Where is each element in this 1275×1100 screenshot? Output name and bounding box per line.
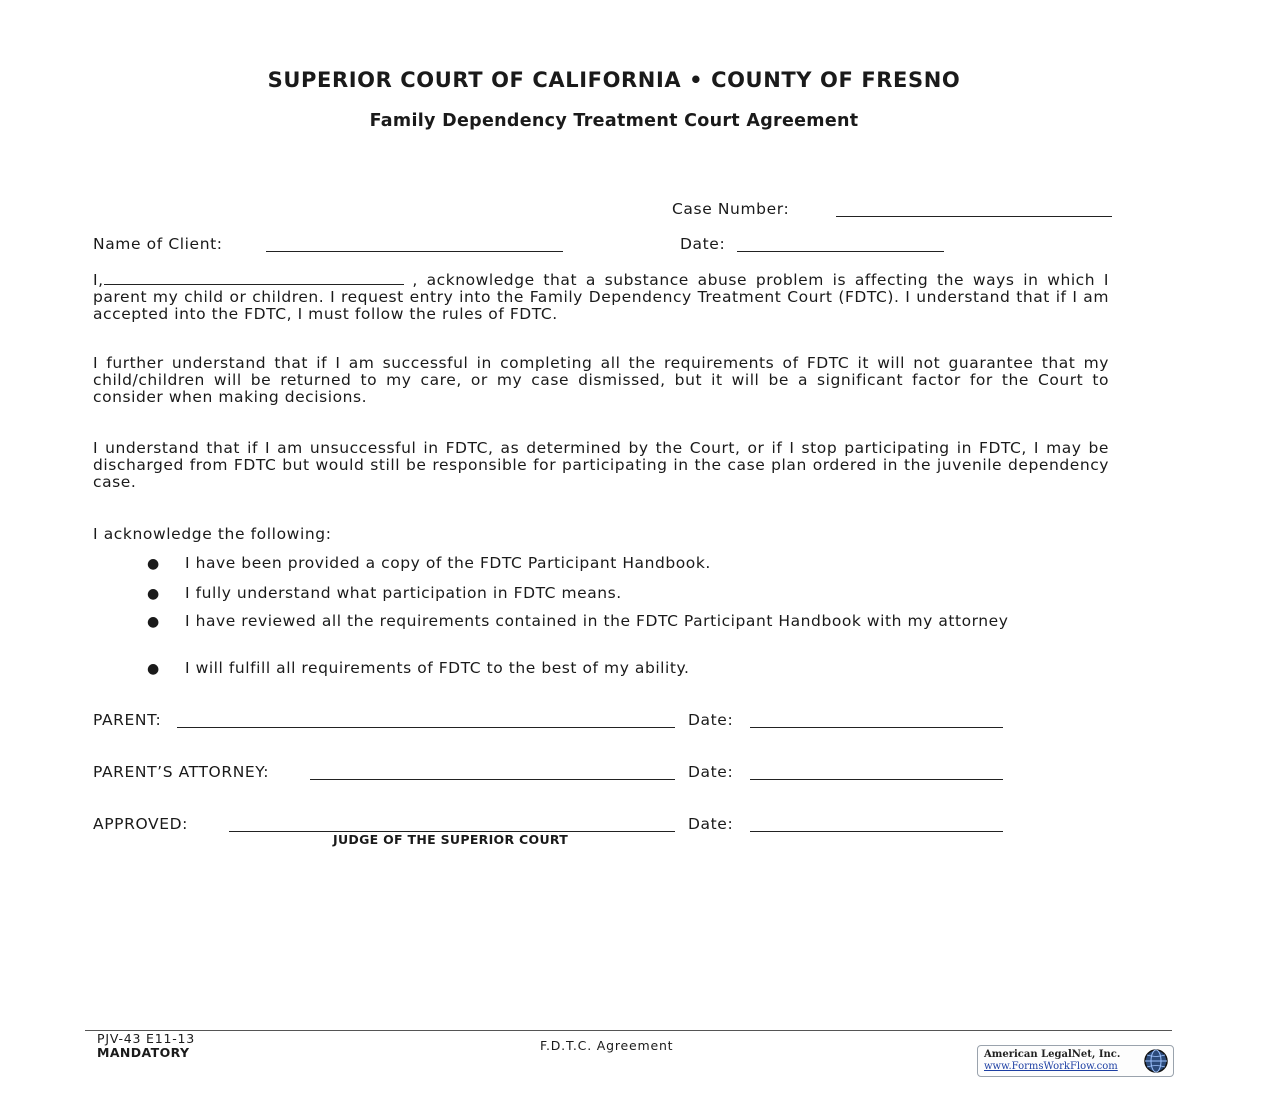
parent-date-field[interactable] <box>750 727 1003 728</box>
vendor-url[interactable]: www.FormsWorkFlow.com <box>984 1061 1118 1072</box>
parent-label: PARENT: <box>93 711 162 729</box>
globe-icon <box>1143 1048 1169 1074</box>
form-short-name: F.D.T.C. Agreement <box>540 1038 674 1053</box>
attorney-date-label: Date: <box>688 763 734 781</box>
bullet-icon: ● <box>147 614 160 630</box>
list-item: I have been provided a copy of the FDTC Participant Handbook. <box>185 554 711 572</box>
bullet-icon: ● <box>147 661 160 677</box>
list-item: I fully understand what participation in FDTC means. <box>185 584 622 602</box>
client-date-label: Date: <box>680 235 726 253</box>
bullet-icon: ● <box>147 586 160 602</box>
client-name-label: Name of Client: <box>93 235 223 253</box>
client-name-field[interactable] <box>266 251 563 252</box>
client-date-field[interactable] <box>737 251 944 252</box>
case-number-label: Case Number: <box>672 200 790 218</box>
case-number-field[interactable] <box>836 216 1112 217</box>
attorney-signature-field[interactable] <box>310 779 675 780</box>
bullet-icon: ● <box>147 556 160 572</box>
acknowledge-intro: I acknowledge the following: <box>93 525 332 543</box>
attorney-date-field[interactable] <box>750 779 1003 780</box>
judge-caption: JUDGE OF THE SUPERIOR COURT <box>333 832 569 847</box>
paragraph-success: I further understand that if I am successful in completing all the requirements of FDTC it will not guarantee that my child/children will be returned to my care, or my case dismissed, but it will be a significant factor for the Court to consider when making decisions. <box>93 354 1109 406</box>
paragraph-acknowledgement <box>93 270 1109 323</box>
paragraph-discharge: I understand that if I am unsuccessful in FDTC, as determined by the Court, or if I stop participating in FDTC, I may be discharged from FDTC but would still be responsible for participating in the case plan ordered in the juvenile dependency case. <box>93 439 1109 491</box>
mandatory-label: MANDATORY <box>97 1045 190 1060</box>
participant-name-field[interactable] <box>104 270 404 285</box>
court-title: SUPERIOR COURT OF CALIFORNIA • COUNTY OF FRESNO <box>267 68 961 92</box>
parent-signature-field[interactable] <box>177 727 675 728</box>
form-title: Family Dependency Treatment Court Agreement <box>369 111 859 131</box>
vendor-logo[interactable] <box>977 1045 1174 1077</box>
paragraph-prefix: I, <box>93 271 104 289</box>
parent-date-label: Date: <box>688 711 734 729</box>
form-code: PJV-43 E11-13 <box>97 1031 196 1046</box>
list-item: I have reviewed all the requirements contained in the FDTC Participant Handbook with my attorney <box>185 612 1009 630</box>
list-item: I will fulfill all requirements of FDTC to the best of my ability. <box>185 659 690 677</box>
approved-date-label: Date: <box>688 815 734 833</box>
footer-divider <box>85 1030 1172 1031</box>
approved-date-field[interactable] <box>750 831 1003 832</box>
approved-label: APPROVED: <box>93 815 188 833</box>
paragraph-body: , acknowledge that a substance abuse problem is affecting the ways in which I parent my child or children. I request entry into the Family Dependency Treatment Court (FDTC). I understand that if I am accepted into the FDTC, I must follow the rules of FDTC. <box>93 271 1109 323</box>
vendor-name: American LegalNet, Inc. <box>984 1049 1121 1060</box>
attorney-label: PARENT’S ATTORNEY: <box>93 763 270 781</box>
